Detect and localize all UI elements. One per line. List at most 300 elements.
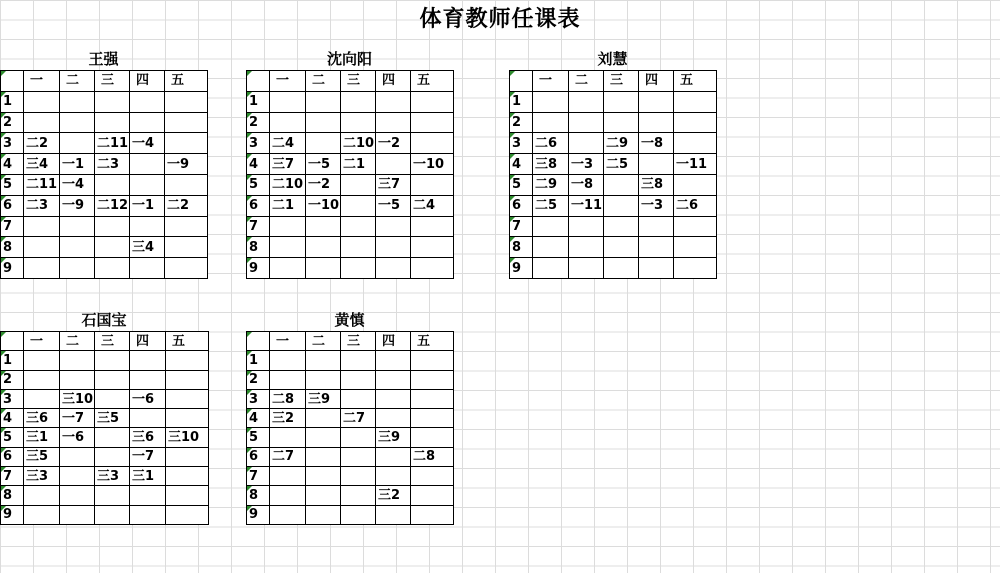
period-cell[interactable]: 6 xyxy=(1,195,24,216)
class-cell[interactable] xyxy=(639,216,674,237)
period-cell[interactable]: 3 xyxy=(247,389,270,408)
class-cell[interactable] xyxy=(130,174,165,195)
day-header-cell[interactable]: 四 xyxy=(376,332,411,351)
class-cell[interactable] xyxy=(95,258,130,279)
class-cell[interactable] xyxy=(341,195,376,216)
class-cell[interactable]: 一8 xyxy=(639,133,674,154)
class-cell[interactable] xyxy=(270,216,306,237)
class-cell[interactable]: 一10 xyxy=(306,195,341,216)
class-cell[interactable] xyxy=(341,174,376,195)
class-cell[interactable] xyxy=(674,112,717,133)
class-cell[interactable] xyxy=(130,370,166,389)
class-cell[interactable] xyxy=(95,216,130,237)
corner-cell[interactable] xyxy=(247,332,270,351)
class-cell[interactable]: 一5 xyxy=(306,154,341,175)
class-cell[interactable] xyxy=(130,154,165,175)
day-header-cell[interactable]: 四 xyxy=(130,332,166,351)
day-header-cell[interactable]: 一 xyxy=(270,71,306,92)
class-cell[interactable] xyxy=(533,216,569,237)
class-cell[interactable] xyxy=(24,91,60,112)
period-cell[interactable]: 5 xyxy=(1,428,24,447)
class-cell[interactable] xyxy=(411,389,454,408)
period-cell[interactable]: 1 xyxy=(247,351,270,370)
class-cell[interactable] xyxy=(569,112,604,133)
class-cell[interactable] xyxy=(533,112,569,133)
class-cell[interactable] xyxy=(306,216,341,237)
class-cell[interactable]: 二4 xyxy=(411,195,454,216)
period-cell[interactable]: 4 xyxy=(510,154,533,175)
class-cell[interactable]: 三5 xyxy=(24,447,60,466)
class-cell[interactable] xyxy=(130,505,166,524)
day-header-cell[interactable]: 三 xyxy=(341,332,376,351)
class-cell[interactable] xyxy=(411,91,454,112)
class-cell[interactable]: 三9 xyxy=(376,428,411,447)
class-cell[interactable]: 一6 xyxy=(60,428,95,447)
class-cell[interactable] xyxy=(411,370,454,389)
class-cell[interactable] xyxy=(270,258,306,279)
class-cell[interactable]: 二5 xyxy=(604,154,639,175)
class-cell[interactable] xyxy=(533,91,569,112)
class-cell[interactable]: 二12 xyxy=(95,195,130,216)
class-cell[interactable] xyxy=(24,258,60,279)
class-cell[interactable] xyxy=(674,216,717,237)
class-cell[interactable] xyxy=(95,91,130,112)
class-cell[interactable] xyxy=(95,447,130,466)
class-cell[interactable] xyxy=(411,409,454,428)
day-header-cell[interactable]: 二 xyxy=(306,71,341,92)
class-cell[interactable] xyxy=(60,370,95,389)
period-cell[interactable]: 2 xyxy=(510,112,533,133)
class-cell[interactable] xyxy=(24,505,60,524)
class-cell[interactable] xyxy=(341,467,376,486)
class-cell[interactable] xyxy=(24,237,60,258)
class-cell[interactable] xyxy=(130,409,166,428)
class-cell[interactable] xyxy=(569,258,604,279)
day-header-cell[interactable]: 二 xyxy=(60,332,95,351)
class-cell[interactable] xyxy=(569,237,604,258)
day-header-cell[interactable]: 一 xyxy=(270,332,306,351)
day-header-cell[interactable]: 三 xyxy=(604,71,639,92)
class-cell[interactable] xyxy=(604,174,639,195)
day-header-cell[interactable]: 五 xyxy=(674,71,717,92)
period-cell[interactable]: 4 xyxy=(247,154,270,175)
period-cell[interactable]: 4 xyxy=(1,409,24,428)
class-cell[interactable] xyxy=(270,486,306,505)
class-cell[interactable] xyxy=(411,486,454,505)
class-cell[interactable] xyxy=(411,112,454,133)
class-cell[interactable] xyxy=(130,216,165,237)
class-cell[interactable] xyxy=(24,216,60,237)
class-cell[interactable] xyxy=(95,370,130,389)
class-cell[interactable] xyxy=(24,112,60,133)
class-cell[interactable] xyxy=(376,258,411,279)
class-cell[interactable] xyxy=(604,258,639,279)
class-cell[interactable] xyxy=(95,351,130,370)
class-cell[interactable]: 三2 xyxy=(376,486,411,505)
class-cell[interactable]: 二1 xyxy=(270,195,306,216)
class-cell[interactable] xyxy=(411,428,454,447)
class-cell[interactable] xyxy=(165,216,208,237)
class-cell[interactable] xyxy=(674,237,717,258)
class-cell[interactable]: 一5 xyxy=(376,195,411,216)
class-cell[interactable] xyxy=(306,112,341,133)
class-cell[interactable]: 三3 xyxy=(95,467,130,486)
class-cell[interactable]: 一1 xyxy=(60,154,95,175)
class-cell[interactable]: 二10 xyxy=(270,174,306,195)
day-header-cell[interactable]: 四 xyxy=(639,71,674,92)
class-cell[interactable] xyxy=(306,409,341,428)
class-cell[interactable]: 一7 xyxy=(130,447,166,466)
class-cell[interactable] xyxy=(306,370,341,389)
period-cell[interactable]: 1 xyxy=(247,91,270,112)
period-cell[interactable]: 8 xyxy=(247,237,270,258)
class-cell[interactable]: 一9 xyxy=(60,195,95,216)
class-cell[interactable]: 三5 xyxy=(95,409,130,428)
day-header-cell[interactable]: 三 xyxy=(95,71,130,92)
class-cell[interactable]: 二5 xyxy=(533,195,569,216)
class-cell[interactable] xyxy=(95,112,130,133)
class-cell[interactable] xyxy=(411,133,454,154)
class-cell[interactable]: 二8 xyxy=(411,447,454,466)
class-cell[interactable] xyxy=(24,370,60,389)
class-cell[interactable] xyxy=(376,409,411,428)
class-cell[interactable]: 一6 xyxy=(130,389,166,408)
class-cell[interactable] xyxy=(60,237,95,258)
class-cell[interactable]: 二10 xyxy=(341,133,376,154)
corner-cell[interactable] xyxy=(1,332,24,351)
class-cell[interactable] xyxy=(674,133,717,154)
class-cell[interactable] xyxy=(376,237,411,258)
class-cell[interactable] xyxy=(569,216,604,237)
class-cell[interactable] xyxy=(165,174,208,195)
period-cell[interactable]: 6 xyxy=(510,195,533,216)
class-cell[interactable]: 三1 xyxy=(130,467,166,486)
class-cell[interactable] xyxy=(270,467,306,486)
class-cell[interactable]: 三9 xyxy=(306,389,341,408)
class-cell[interactable] xyxy=(166,351,209,370)
class-cell[interactable] xyxy=(24,486,60,505)
day-header-cell[interactable]: 一 xyxy=(24,332,60,351)
class-cell[interactable]: 一4 xyxy=(60,174,95,195)
day-header-cell[interactable]: 五 xyxy=(166,332,209,351)
class-cell[interactable] xyxy=(306,505,341,524)
day-header-cell[interactable]: 五 xyxy=(411,332,454,351)
class-cell[interactable] xyxy=(60,505,95,524)
period-cell[interactable]: 7 xyxy=(247,216,270,237)
class-cell[interactable] xyxy=(639,154,674,175)
period-cell[interactable]: 8 xyxy=(1,237,24,258)
day-header-cell[interactable]: 五 xyxy=(411,71,454,92)
class-cell[interactable]: 三4 xyxy=(130,237,165,258)
class-cell[interactable]: 三1 xyxy=(24,428,60,447)
class-cell[interactable]: 三7 xyxy=(270,154,306,175)
period-cell[interactable]: 4 xyxy=(247,409,270,428)
class-cell[interactable] xyxy=(270,112,306,133)
class-cell[interactable] xyxy=(639,258,674,279)
class-cell[interactable]: 三8 xyxy=(533,154,569,175)
class-cell[interactable] xyxy=(166,389,209,408)
day-header-cell[interactable]: 三 xyxy=(95,332,130,351)
day-header-cell[interactable]: 二 xyxy=(60,71,95,92)
class-cell[interactable]: 二3 xyxy=(95,154,130,175)
period-cell[interactable]: 6 xyxy=(1,447,24,466)
class-cell[interactable] xyxy=(306,428,341,447)
class-cell[interactable] xyxy=(166,505,209,524)
period-cell[interactable]: 3 xyxy=(510,133,533,154)
day-header-cell[interactable]: 四 xyxy=(130,71,165,92)
class-cell[interactable] xyxy=(270,91,306,112)
class-cell[interactable] xyxy=(95,486,130,505)
class-cell[interactable] xyxy=(24,351,60,370)
class-cell[interactable]: 二9 xyxy=(604,133,639,154)
class-cell[interactable] xyxy=(533,258,569,279)
period-cell[interactable]: 3 xyxy=(1,133,24,154)
class-cell[interactable] xyxy=(166,370,209,389)
class-cell[interactable]: 一7 xyxy=(60,409,95,428)
class-cell[interactable]: 二3 xyxy=(24,195,60,216)
period-cell[interactable]: 7 xyxy=(1,216,24,237)
period-cell[interactable]: 2 xyxy=(1,112,24,133)
period-cell[interactable]: 1 xyxy=(510,91,533,112)
class-cell[interactable] xyxy=(341,216,376,237)
class-cell[interactable] xyxy=(569,91,604,112)
period-cell[interactable]: 6 xyxy=(247,447,270,466)
period-cell[interactable]: 5 xyxy=(510,174,533,195)
class-cell[interactable] xyxy=(341,91,376,112)
period-cell[interactable]: 5 xyxy=(247,174,270,195)
class-cell[interactable]: 三3 xyxy=(24,467,60,486)
period-cell[interactable]: 4 xyxy=(1,154,24,175)
corner-cell[interactable] xyxy=(247,71,270,92)
class-cell[interactable] xyxy=(60,133,95,154)
class-cell[interactable] xyxy=(341,258,376,279)
class-cell[interactable] xyxy=(341,389,376,408)
class-cell[interactable]: 一11 xyxy=(674,154,717,175)
period-cell[interactable]: 1 xyxy=(1,351,24,370)
class-cell[interactable]: 一3 xyxy=(569,154,604,175)
class-cell[interactable]: 二7 xyxy=(270,447,306,466)
day-header-cell[interactable]: 三 xyxy=(341,71,376,92)
day-header-cell[interactable]: 五 xyxy=(165,71,208,92)
class-cell[interactable]: 二2 xyxy=(165,195,208,216)
class-cell[interactable] xyxy=(166,409,209,428)
class-cell[interactable]: 一1 xyxy=(130,195,165,216)
period-cell[interactable]: 2 xyxy=(247,370,270,389)
class-cell[interactable] xyxy=(306,447,341,466)
class-cell[interactable]: 三2 xyxy=(270,409,306,428)
class-cell[interactable] xyxy=(411,467,454,486)
class-cell[interactable] xyxy=(270,351,306,370)
class-cell[interactable] xyxy=(60,447,95,466)
class-cell[interactable] xyxy=(341,237,376,258)
class-cell[interactable] xyxy=(60,467,95,486)
class-cell[interactable] xyxy=(376,447,411,466)
class-cell[interactable]: 二6 xyxy=(533,133,569,154)
class-cell[interactable]: 二4 xyxy=(270,133,306,154)
class-cell[interactable] xyxy=(674,91,717,112)
class-cell[interactable] xyxy=(411,237,454,258)
class-cell[interactable] xyxy=(95,389,130,408)
class-cell[interactable]: 二2 xyxy=(24,133,60,154)
class-cell[interactable]: 二6 xyxy=(674,195,717,216)
class-cell[interactable] xyxy=(376,351,411,370)
class-cell[interactable]: 一2 xyxy=(306,174,341,195)
period-cell[interactable]: 8 xyxy=(1,486,24,505)
class-cell[interactable]: 一11 xyxy=(569,195,604,216)
class-cell[interactable] xyxy=(639,237,674,258)
class-cell[interactable] xyxy=(306,351,341,370)
class-cell[interactable] xyxy=(166,447,209,466)
class-cell[interactable] xyxy=(60,91,95,112)
period-cell[interactable]: 5 xyxy=(247,428,270,447)
class-cell[interactable] xyxy=(411,216,454,237)
class-cell[interactable] xyxy=(306,91,341,112)
class-cell[interactable] xyxy=(306,486,341,505)
class-cell[interactable] xyxy=(341,428,376,447)
day-header-cell[interactable]: 一 xyxy=(533,71,569,92)
class-cell[interactable] xyxy=(411,505,454,524)
period-cell[interactable]: 3 xyxy=(247,133,270,154)
class-cell[interactable] xyxy=(376,154,411,175)
class-cell[interactable] xyxy=(130,351,166,370)
class-cell[interactable]: 三4 xyxy=(24,154,60,175)
class-cell[interactable] xyxy=(165,237,208,258)
class-cell[interactable]: 三10 xyxy=(166,428,209,447)
class-cell[interactable] xyxy=(165,91,208,112)
class-cell[interactable] xyxy=(166,486,209,505)
class-cell[interactable] xyxy=(165,112,208,133)
class-cell[interactable] xyxy=(130,91,165,112)
day-header-cell[interactable]: 四 xyxy=(376,71,411,92)
class-cell[interactable] xyxy=(411,258,454,279)
period-cell[interactable]: 9 xyxy=(1,505,24,524)
class-cell[interactable] xyxy=(165,133,208,154)
class-cell[interactable]: 一8 xyxy=(569,174,604,195)
day-header-cell[interactable]: 一 xyxy=(24,71,60,92)
class-cell[interactable] xyxy=(341,447,376,466)
period-cell[interactable]: 8 xyxy=(510,237,533,258)
class-cell[interactable]: 二7 xyxy=(341,409,376,428)
class-cell[interactable] xyxy=(569,133,604,154)
class-cell[interactable] xyxy=(60,216,95,237)
class-cell[interactable] xyxy=(341,351,376,370)
class-cell[interactable] xyxy=(376,112,411,133)
class-cell[interactable] xyxy=(306,258,341,279)
period-cell[interactable]: 7 xyxy=(247,467,270,486)
class-cell[interactable] xyxy=(130,258,165,279)
class-cell[interactable]: 一10 xyxy=(411,154,454,175)
class-cell[interactable] xyxy=(341,505,376,524)
class-cell[interactable] xyxy=(604,91,639,112)
class-cell[interactable]: 三6 xyxy=(130,428,166,447)
class-cell[interactable]: 二11 xyxy=(24,174,60,195)
class-cell[interactable]: 三6 xyxy=(24,409,60,428)
class-cell[interactable]: 二8 xyxy=(270,389,306,408)
period-cell[interactable]: 7 xyxy=(1,467,24,486)
class-cell[interactable] xyxy=(639,112,674,133)
class-cell[interactable] xyxy=(341,370,376,389)
day-header-cell[interactable]: 二 xyxy=(306,332,341,351)
class-cell[interactable]: 二9 xyxy=(533,174,569,195)
class-cell[interactable]: 二1 xyxy=(341,154,376,175)
class-cell[interactable] xyxy=(376,216,411,237)
class-cell[interactable] xyxy=(306,133,341,154)
class-cell[interactable] xyxy=(60,486,95,505)
class-cell[interactable] xyxy=(165,258,208,279)
period-cell[interactable]: 7 xyxy=(510,216,533,237)
class-cell[interactable] xyxy=(604,216,639,237)
class-cell[interactable] xyxy=(376,505,411,524)
class-cell[interactable] xyxy=(306,237,341,258)
period-cell[interactable]: 5 xyxy=(1,174,24,195)
class-cell[interactable]: 一3 xyxy=(639,195,674,216)
period-cell[interactable]: 1 xyxy=(1,91,24,112)
class-cell[interactable]: 一2 xyxy=(376,133,411,154)
class-cell[interactable] xyxy=(270,505,306,524)
period-cell[interactable]: 9 xyxy=(510,258,533,279)
class-cell[interactable] xyxy=(95,428,130,447)
corner-cell[interactable] xyxy=(1,71,24,92)
class-cell[interactable] xyxy=(604,237,639,258)
corner-cell[interactable] xyxy=(510,71,533,92)
class-cell[interactable] xyxy=(270,428,306,447)
class-cell[interactable] xyxy=(341,486,376,505)
class-cell[interactable] xyxy=(411,174,454,195)
class-cell[interactable] xyxy=(604,112,639,133)
period-cell[interactable]: 9 xyxy=(1,258,24,279)
class-cell[interactable] xyxy=(270,237,306,258)
day-header-cell[interactable]: 二 xyxy=(569,71,604,92)
period-cell[interactable]: 2 xyxy=(1,370,24,389)
period-cell[interactable]: 2 xyxy=(247,112,270,133)
class-cell[interactable] xyxy=(130,112,165,133)
class-cell[interactable]: 一4 xyxy=(130,133,165,154)
class-cell[interactable] xyxy=(341,112,376,133)
class-cell[interactable]: 三10 xyxy=(60,389,95,408)
class-cell[interactable] xyxy=(95,505,130,524)
class-cell[interactable] xyxy=(166,467,209,486)
class-cell[interactable] xyxy=(270,370,306,389)
class-cell[interactable] xyxy=(60,351,95,370)
class-cell[interactable] xyxy=(376,467,411,486)
class-cell[interactable] xyxy=(95,174,130,195)
class-cell[interactable] xyxy=(376,370,411,389)
class-cell[interactable]: 三7 xyxy=(376,174,411,195)
class-cell[interactable] xyxy=(60,258,95,279)
class-cell[interactable] xyxy=(60,112,95,133)
class-cell[interactable] xyxy=(639,91,674,112)
period-cell[interactable]: 6 xyxy=(247,195,270,216)
class-cell[interactable] xyxy=(411,351,454,370)
class-cell[interactable]: 二11 xyxy=(95,133,130,154)
class-cell[interactable] xyxy=(604,195,639,216)
period-cell[interactable]: 9 xyxy=(247,505,270,524)
class-cell[interactable] xyxy=(533,237,569,258)
class-cell[interactable] xyxy=(306,467,341,486)
class-cell[interactable] xyxy=(130,486,166,505)
class-cell[interactable]: 三8 xyxy=(639,174,674,195)
class-cell[interactable] xyxy=(376,389,411,408)
class-cell[interactable] xyxy=(95,237,130,258)
period-cell[interactable]: 8 xyxy=(247,486,270,505)
period-cell[interactable]: 3 xyxy=(1,389,24,408)
class-cell[interactable] xyxy=(24,389,60,408)
class-cell[interactable] xyxy=(674,174,717,195)
class-cell[interactable]: 一9 xyxy=(165,154,208,175)
period-cell[interactable]: 9 xyxy=(247,258,270,279)
class-cell[interactable] xyxy=(674,258,717,279)
class-cell[interactable] xyxy=(376,91,411,112)
